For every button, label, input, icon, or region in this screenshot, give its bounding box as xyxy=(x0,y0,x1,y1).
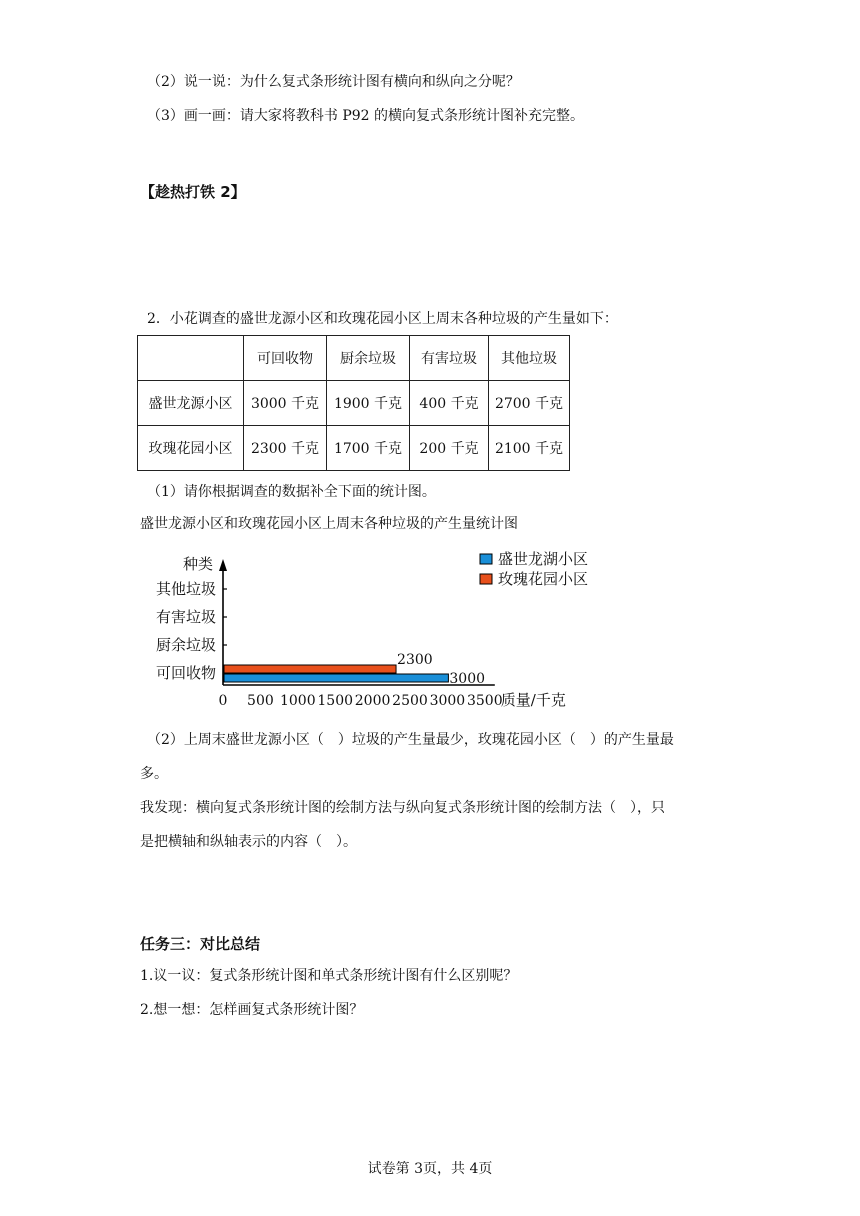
x-tick-label: 3000 xyxy=(429,693,466,709)
table-header-row xyxy=(138,336,570,381)
table-cell: 2700 千克 xyxy=(489,381,570,426)
x-tick-label: 0 xyxy=(218,693,228,709)
section-title: 【趁热打铁 2】 xyxy=(140,183,246,201)
table-cell: 3000 千克 xyxy=(244,381,327,426)
legend-label: 玫瑰花园小区 xyxy=(498,570,589,588)
x-tick-label: 1000 xyxy=(279,693,316,709)
table-header-cell: 可回收物 xyxy=(244,336,327,381)
table-cell: 盛世龙源小区 xyxy=(138,381,244,426)
table-header-cell: 其他垃圾 xyxy=(489,336,570,381)
discovery-line2: 是把横轴和纵轴表示的内容（ ）。 xyxy=(140,834,357,850)
discovery-line1: 我发现：横向复式条形统计图的绘制方法与纵向复式条形统计图的绘制方法（ ），只 xyxy=(140,800,665,816)
legend-label: 盛世龙湖小区 xyxy=(498,550,589,568)
task-3-title: 任务三：对比总结 xyxy=(140,935,261,953)
table-row xyxy=(138,426,570,471)
table-cell: 玫瑰花园小区 xyxy=(138,426,244,471)
category-label: 其他垃圾 xyxy=(155,580,216,598)
x-axis-label: 质量/千克 xyxy=(500,691,566,709)
table-cell: 200 千克 xyxy=(410,426,489,471)
x-tick-label: 1500 xyxy=(317,693,354,709)
x-tick-label: 500 xyxy=(247,693,274,709)
problem-2-intro: 2．小花调查的盛世龙源小区和玫瑰花园小区上周末各种垃圾的产生量如下： xyxy=(147,311,618,327)
question-3-text: （3）画一画：请大家将教科书 P92 的横向复式条形统计图补充完整。 xyxy=(147,108,585,124)
page-footer: 试卷第 3页，共 4页 xyxy=(367,1161,493,1177)
bar xyxy=(224,674,448,682)
table-cell: 400 千克 xyxy=(410,381,489,426)
table-cell: 1900 千克 xyxy=(327,381,410,426)
sub-question-2-line1: （2）上周末盛世龙源小区（ ）垃圾的产生量最少，玫瑰花园小区（ ）的产生量最 xyxy=(147,732,674,748)
table-header-cell: 有害垃圾 xyxy=(410,336,489,381)
data-label: 3000 xyxy=(449,671,486,687)
sub-question-2-line2: 多。 xyxy=(140,766,168,782)
table-row xyxy=(138,381,570,426)
table-header-cell: 厨余垃圾 xyxy=(327,336,410,381)
category-label: 厨余垃圾 xyxy=(155,636,216,654)
category-label: 可回收物 xyxy=(155,664,216,682)
y-axis-arrow xyxy=(219,559,227,571)
data-table xyxy=(137,335,570,471)
x-tick-label: 2500 xyxy=(392,693,428,709)
task-3-question-1: 1.议一议：复式条形统计图和单式条形统计图有什么区别呢？ xyxy=(140,968,518,984)
table-cell: 2100 千克 xyxy=(489,426,570,471)
table-header-cell xyxy=(138,336,244,381)
legend-swatch xyxy=(480,554,492,564)
bar-chart xyxy=(140,545,620,715)
data-label: 2300 xyxy=(397,652,433,668)
sub-question-1: （1）请你根据调查的数据补全下面的统计图。 xyxy=(147,484,436,500)
question-2-text: （2）说一说：为什么复式条形统计图有横向和纵向之分呢？ xyxy=(147,74,520,90)
chart-title: 盛世龙源小区和玫瑰花园小区上周末各种垃圾的产生量统计图 xyxy=(140,516,518,532)
x-tick-label: 3500 xyxy=(466,693,503,709)
table-cell: 1700 千克 xyxy=(327,426,410,471)
table-cell: 2300 千克 xyxy=(244,426,327,471)
bar xyxy=(224,665,396,673)
legend-swatch xyxy=(480,574,492,584)
y-axis-label: 种类 xyxy=(182,555,213,573)
category-label: 有害垃圾 xyxy=(155,608,216,626)
task-3-question-2: 2.想一想：怎样画复式条形统计图？ xyxy=(140,1002,364,1018)
x-tick-label: 2000 xyxy=(354,693,391,709)
